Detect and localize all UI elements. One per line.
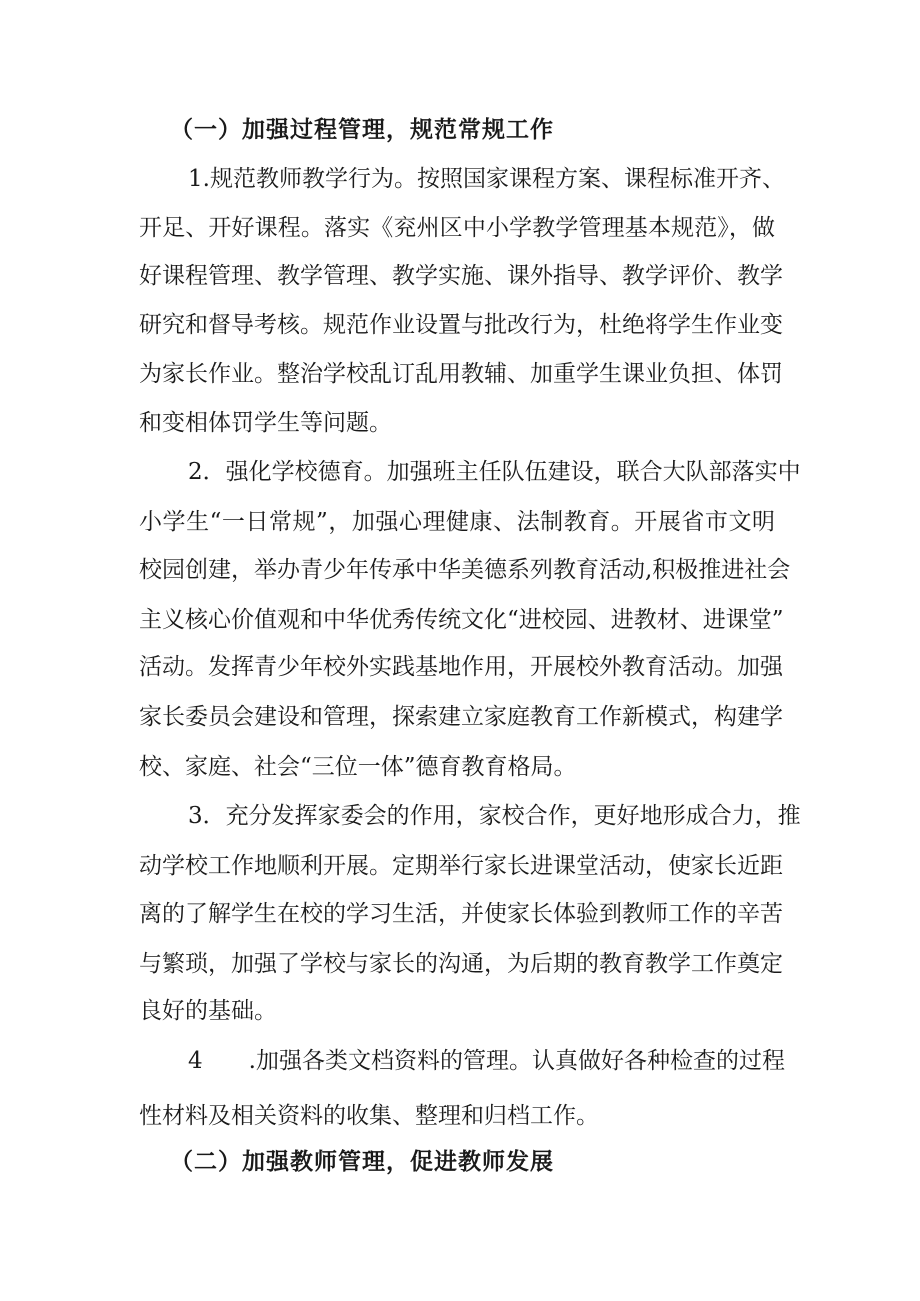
text-line: 良好的基础。 (139, 998, 277, 1024)
section-heading-1: （一）加强过程管理，规范常规工作 (170, 117, 554, 143)
text-line: 研究和督导考核。规范作业设置与批改行为，杜绝将学生作业变 (139, 312, 783, 338)
text-line: 校园创建，举办青少年传承中华美德系列教育活动,积极推进社会 (139, 557, 791, 583)
text-line: 和变相体罚学生等问题。 (139, 410, 392, 436)
text-line: 开足、开好课程。落实《兖州区中小学教学管理基本规范》，做 (139, 215, 775, 241)
text-line: 校、家庭、社会“三位一体”德育教育格局。 (139, 754, 577, 780)
text-line: 好课程管理、教学管理、教学实施、课外指导、教学评价、教学 (139, 263, 783, 289)
text-line: 活动。发挥青少年校外实践基地作用，开展校外教育活动。加强 (139, 654, 783, 680)
text-line: 1.规范教师教学行为。按照国家课程方案、课程标准开齐、 (188, 166, 785, 192)
text-line: 家长委员会建设和管理，探索建立家庭教育工作新模式，构建学 (139, 704, 783, 730)
text-line: 与繁琐，加强了学校与家长的沟通，为后期的教育教学工作奠定 (139, 951, 783, 977)
text-line: 2．强化学校德育。加强班主任队伍建设，联合大队部落实中 (188, 459, 801, 485)
section-heading-2: （二）加强教师管理，促进教师发展 (170, 1149, 554, 1175)
text-line: 3．充分发挥家委会的作用，家校合作，更好地形成合力，推 (188, 803, 801, 829)
text-line: 4 .加强各类文档资料的管理。认真做好各种检查的过程 (188, 1048, 785, 1074)
text-line: 小学生“一日常规”，加强心理健康、法制教育。开展省市文明 (139, 509, 775, 535)
text-line: 主义核心价值观和中华优秀传统文化“进校园、进教材、进课堂” (139, 607, 784, 633)
text-line: 动学校工作地顺利开展。定期举行家长进课堂活动，使家长近距 (139, 853, 783, 879)
text-line: 离的了解学生在校的学习生活，并使家长体验到教师工作的辛苦 (139, 901, 783, 927)
text-line: 为家长作业。整治学校乱订乱用教辅、加重学生课业负担、体罚 (139, 361, 783, 387)
text-line: 性材料及相关资料的收集、整理和归档工作。 (139, 1103, 599, 1129)
